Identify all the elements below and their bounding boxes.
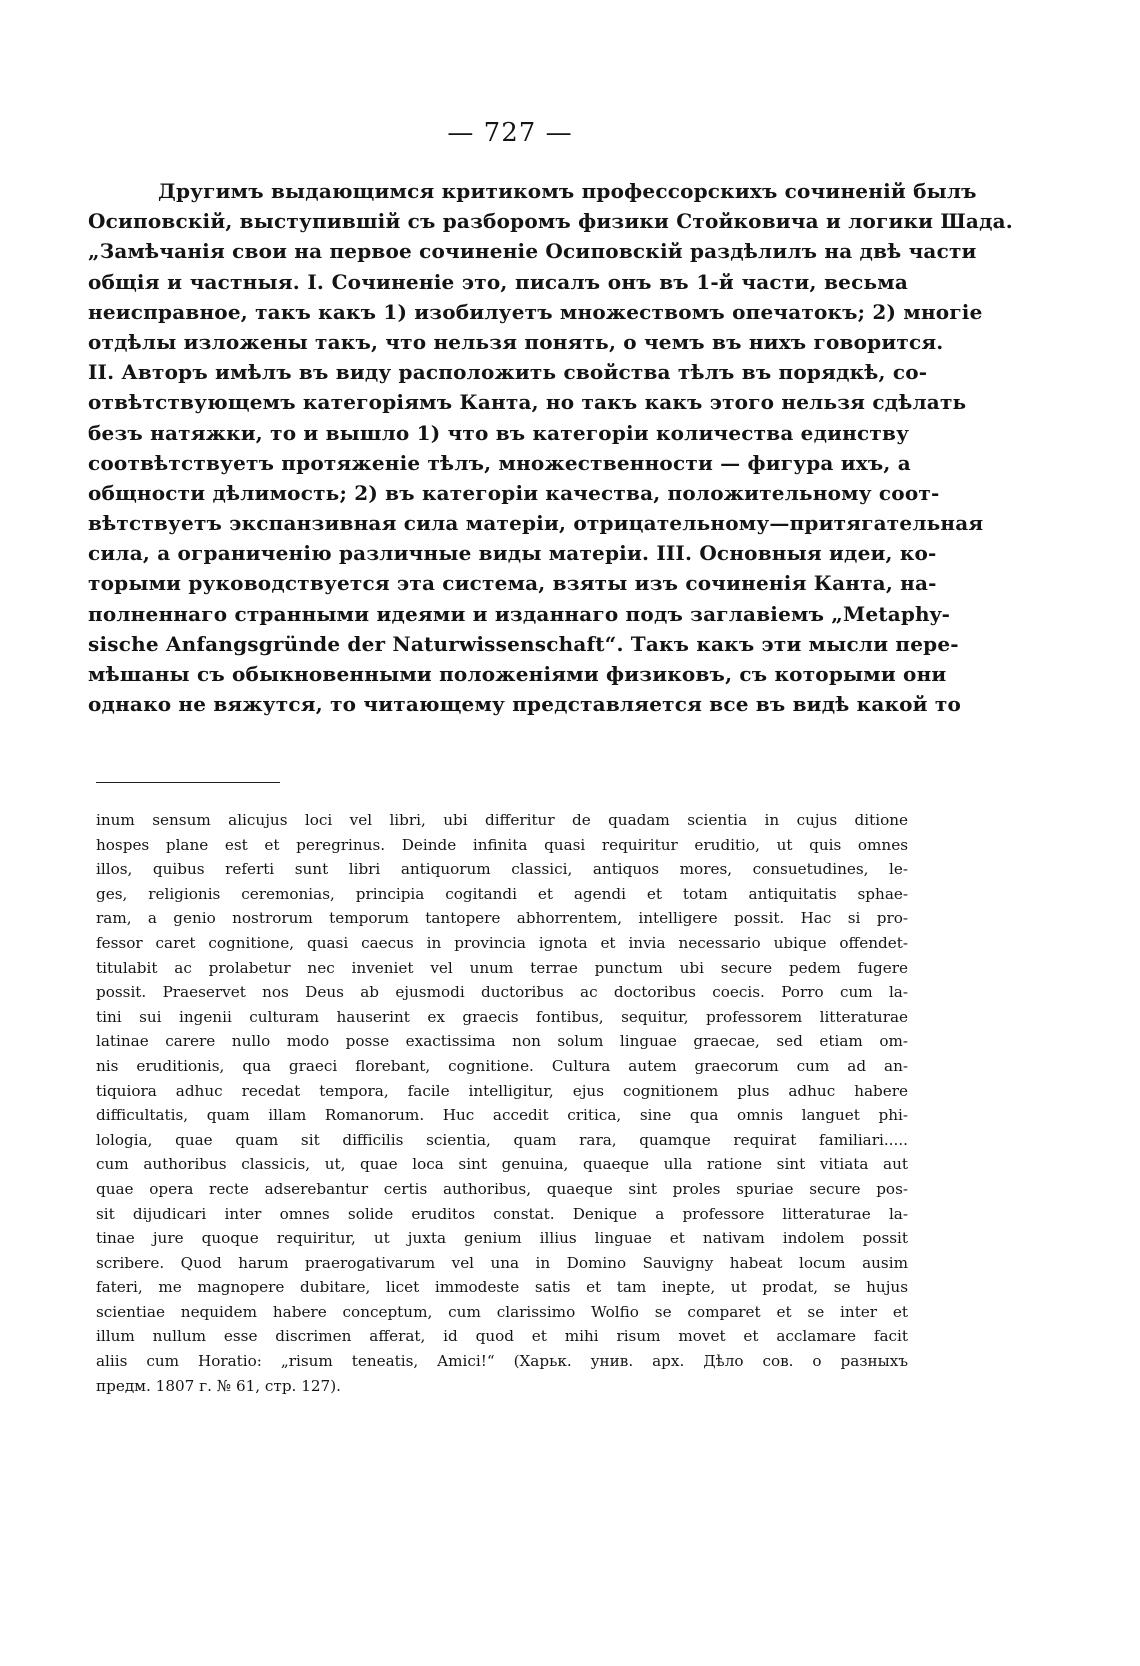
footnote-line: possit. Praeservet nos Deus ab ejusmodi ductoribus ac doctoribus coecis. Porro cum la- — [96, 983, 908, 1002]
main-text-line: соотвѣтствуетъ протяженіе тѣлъ, множественности — фигура ихъ, а — [88, 450, 911, 475]
main-text-line: неисправное, такъ какъ 1) изобилуетъ множествомъ опечатокъ; 2) многіе — [88, 299, 983, 324]
page-number: — 727 — — [447, 118, 573, 148]
main-text-line: отдѣлы изложены такъ, что нельзя понять, о чемъ въ нихъ говорится. — [88, 329, 944, 354]
main-text-line: полненнаго странными идеями и изданнаго подъ заглавіемъ „Metaphy- — [88, 601, 951, 626]
footnote-line: sit dijudicari inter omnes solide eruditos constat. Denique a professore litteraturae la- — [96, 1204, 908, 1223]
footnote-line: latinae carere nullo modo posse exactissima non solum linguae graecae, sed etiam om- — [96, 1032, 908, 1051]
footnote-line: cum authoribus classicis, ut, quae loca sint genuina, quaeque ulla ratione sint vitiata aut — [96, 1155, 908, 1174]
footnote-line: tini sui ingenii culturam hauserint ex graecis fontibus, sequitur, professorem litteraturae — [96, 1007, 908, 1026]
main-text-line: безъ натяжки, то и вышло 1) что въ категоріи количества единству — [88, 420, 910, 445]
footnote-divider — [96, 782, 280, 783]
footnote-line: tiquiora adhuc recedat tempora, facile intelligitur, ejus cognitionem plus adhuc habere — [96, 1081, 908, 1100]
main-text-line: вѣтствуетъ экспанзивная сила матеріи, отрицательному—притягательная — [88, 511, 984, 536]
main-text-line: отвѣтствующемъ категоріямъ Канта, но такъ какъ этого нельзя сдѣлать — [88, 390, 967, 415]
footnote-line: ges, religionis ceremonias, principia cogitandi et agendi et totam antiquitatis sphae- — [96, 884, 908, 903]
main-text-line: общности дѣлимость; 2) въ категоріи качества, положительному соот- — [88, 480, 940, 505]
main-text-line: сила, а ограниченію различные виды матеріи. III. Основныя идеи, ко- — [88, 541, 937, 566]
footnote-line: tinae jure quoque requiritur, ut juxta genium illius linguae et nativam indolem possit — [96, 1229, 908, 1248]
footnote-line: scientiae nequidem habere conceptum, cum clarissimo Wolfio se comparet et se inter et — [96, 1302, 908, 1321]
footnote-line: quae opera recte adserebantur certis authoribus, quaeque sint proles spuriae secure pos- — [96, 1179, 908, 1198]
footnote-line: aliis cum Horatio: „risum teneatis, Amici!“ (Харьк. унив. арх. Дѣло сов. о разныхъ — [96, 1352, 908, 1371]
footnote-line: titulabit ac prolabetur nec inveniet vel unum terrae punctum ubi secure pedem fugere — [96, 958, 908, 977]
main-text-line: торыми руководствуется эта система, взяты изъ сочиненія Канта, на- — [88, 571, 937, 596]
footnote-line: illum nullum esse discrimen afferat, id quod et mihi risum movet et acclamare facit — [96, 1327, 908, 1346]
footnote-line: illos, quibus referti sunt libri antiquorum classici, antiquos mores, consuetudines, le- — [96, 860, 908, 879]
main-text-line: „Замѣчанія свои на первое сочиненіе Осиповскій раздѣлилъ на двѣ части — [88, 239, 977, 264]
main-text-line: мѣшаны съ обыкновенными положеніями физиковъ, съ которыми они — [88, 662, 947, 686]
main-text-line: Другимъ выдающимся критикомъ профессорскихъ сочиненій былъ — [158, 179, 977, 203]
footnote-line: hospes plane est et peregrinus. Deinde infinita quasi requiritur eruditio, ut quis omnes — [96, 835, 908, 854]
main-text-block — [88, 176, 1013, 719]
footnote-line: fateri, me magnopere dubitare, licet immodeste satis et tam inepte, ut prodat, se hujus — [96, 1278, 908, 1297]
footnote-line: scribere. Quod harum praerogativarum vel una in Domino Sauvigny habeat locum ausim — [96, 1253, 908, 1272]
main-text-line: sische Anfangsgründe der Naturwissenschaft“. Такъ какъ эти мысли пере- — [88, 631, 959, 656]
footnote-line: fessor caret cognitione, quasi caecus in provincia ignota et invia necessario ubique offendet- — [96, 933, 908, 952]
footnote-line: inum sensum alicujus loci vel libri, ubi differitur de quadam scientia in cujus ditione — [96, 811, 908, 829]
main-text-line: Осиповскій, выступившій съ разборомъ физики Стойковича и логики Шада. — [88, 209, 1013, 234]
main-text-line: однако не вяжутся, то читающему представляется все въ видѣ какой то — [88, 692, 961, 717]
main-text-line: II. Авторъ имѣлъ въ виду расположить свойства тѣлъ въ порядкѣ, со- — [88, 360, 928, 385]
footnote-block — [96, 808, 908, 1398]
footnote-line: nis eruditionis, qua graeci florebant, cognitione. Cultura autem graecorum cum ad an- — [96, 1056, 908, 1075]
footnote-line: lologia, quae quam sit difficilis scientia, quam rara, quamque requirat familiari..... — [96, 1130, 908, 1149]
footnote-line: difficultatis, quam illam Romanorum. Huc accedit critica, sine qua omnis languet phi- — [96, 1106, 908, 1125]
footnote-line: предм. 1807 г. № 61, стр. 127). — [96, 1376, 341, 1395]
footnote-line: ram, a genio nostrorum temporum tantopere abhorrentem, intelligere possit. Hac si pro- — [96, 909, 908, 928]
main-text-line: общія и частныя. I. Сочиненіе это, писалъ онъ въ 1-й части, весьма — [88, 269, 908, 294]
